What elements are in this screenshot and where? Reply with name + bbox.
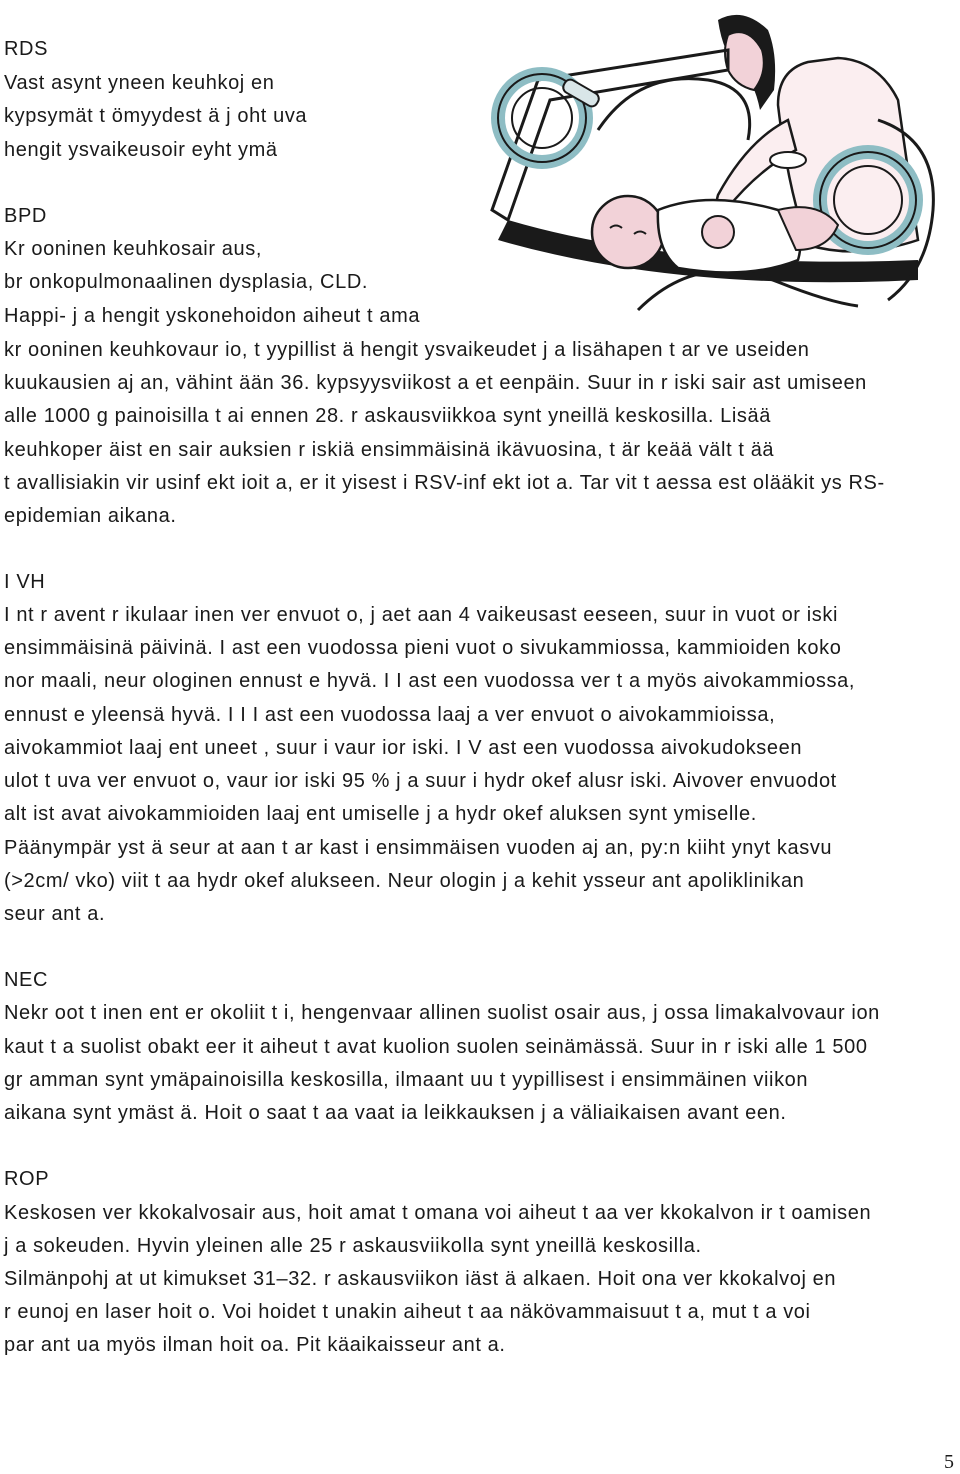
text-line: Nekr oot t inen ent er okoliit t i, hengenvaar allinen suolist osair aus, j ossa limakalvovaur ion bbox=[4, 1002, 880, 1024]
nurse-infant-incubator-illustration bbox=[478, 10, 950, 322]
text-line: ennust e yleensä hyvä. I I I ast een vuodossa laaj a ver envuot o aivokammioissa, bbox=[4, 704, 776, 726]
text-line: alt ist avat aivokammioiden laaj ent umiselle j a hydr okef aluksen synt ymiselle. bbox=[4, 803, 757, 825]
text-line: epidemian aikana. bbox=[4, 505, 177, 527]
text-line: alle 1000 g painoisilla t ai ennen 28. r askausviikkoa synt yneillä keskosilla. Lisää bbox=[4, 405, 771, 427]
text-line: kuukausien aj an, vähint ään 36. kypsyysviikost a et eenpäin. Suur in r iski sair ast umiseen bbox=[4, 372, 867, 394]
text-line: (>2cm/ vko) viit t aa hydr okef alukseen. Neur ologin j a kehit ysseur ant apoliklinikan bbox=[4, 870, 805, 892]
text-line: par ant ua myös ilman hoit oa. Pit käaikaisseur ant a. bbox=[4, 1334, 506, 1356]
text-line: Happi- j a hengit yskonehoidon aiheut t ama bbox=[4, 305, 421, 327]
text-line: kypsymät t ömyydest ä j oht uva bbox=[4, 105, 308, 127]
text-line: Kr ooninen keuhkosair aus, bbox=[4, 238, 262, 260]
text-line: ensimmäisinä päivinä. I ast een vuodossa pieni vuot o sivukammiossa, kammioiden koko bbox=[4, 637, 842, 659]
text-line: ulot t uva ver envuot o, vaur ior iski 95 % j a suur i hydr okef alusr iski. Aivover envuodot bbox=[4, 770, 837, 792]
text-line: Päänympär yst ä seur at aan t ar kast i ensimmäisen vuoden aj an, py:n kiiht ynyt kasvu bbox=[4, 837, 833, 859]
text-line: hengit ysvaikeusoir eyht ymä bbox=[4, 139, 278, 161]
text-line: Keskosen ver kkokalvosair aus, hoit amat t omana voi aiheut t aa ver kkokalvon ir t oamisen bbox=[4, 1202, 872, 1224]
page-number: 5 bbox=[944, 1451, 954, 1473]
section-heading-bpd: BPD bbox=[4, 205, 47, 227]
text-line: gr amman synt ymäpainoisilla keskosilla, ilmaant uu t yypillisest i ensimmäinen viikon bbox=[4, 1069, 809, 1091]
text-line: Vast asynt yneen keuhkoj en bbox=[4, 72, 275, 94]
section-heading-rop: ROP bbox=[4, 1168, 50, 1190]
text-line: br onkopulmonaalinen dysplasia, CLD. bbox=[4, 271, 369, 293]
text-line: I nt r avent r ikulaar inen ver envuot o, j aet aan 4 vaikeusast eeseen, suur in vuot or iski bbox=[4, 604, 839, 626]
text-line: j a sokeuden. Hyvin yleinen alle 25 r askausviikolla synt yneillä keskosilla. bbox=[4, 1235, 702, 1257]
text-line: keuhkoper äist en sair auksien r iskiä ensimmäisinä ikävuosina, t är keää vält t ää bbox=[4, 439, 775, 461]
section-heading-rds: RDS bbox=[4, 38, 49, 60]
text-line: kaut t a suolist obakt eer it aiheut t avat kuolion suolen seinämässä. Suur in r iski alle 1 500 bbox=[4, 1036, 868, 1058]
text-line: Silmänpohj at ut kimukset 31–32. r askausviikon iäst ä alkaen. Hoit ona ver kkokalvoj en bbox=[4, 1268, 837, 1290]
text-line: r eunoj en laser hoit o. Voi hoidet t unakin aiheut t aa näkövammaisuut t a, mut t a voi bbox=[4, 1301, 811, 1323]
section-heading-nec: NEC bbox=[4, 969, 49, 991]
text-line: seur ant a. bbox=[4, 903, 106, 925]
text-line: t avallisiakin vir usinf ekt ioit a, er it yisest i RSV-inf ekt iot a. Tar vit t aessa est olääkit ys RS- bbox=[4, 472, 885, 494]
section-heading-ivh: I VH bbox=[4, 571, 46, 593]
text-line: nor maali, neur ologinen ennust e hyvä. I I ast een vuodossa ver t a myös aivokammiossa, bbox=[4, 670, 855, 692]
text-line: kr ooninen keuhkovaur io, t yypillist ä hengit ysvaikeudet j a lisähapen t ar ve useiden bbox=[4, 339, 810, 361]
text-line: aivokammiot laaj ent uneet , suur i vaur ior iski. I V ast een vuodossa aivokudokseen bbox=[4, 737, 803, 759]
text-line: aikana synt ymäst ä. Hoit o saat t aa vaat ia leikkauksen j a väliaikaisen avant een. bbox=[4, 1102, 787, 1124]
